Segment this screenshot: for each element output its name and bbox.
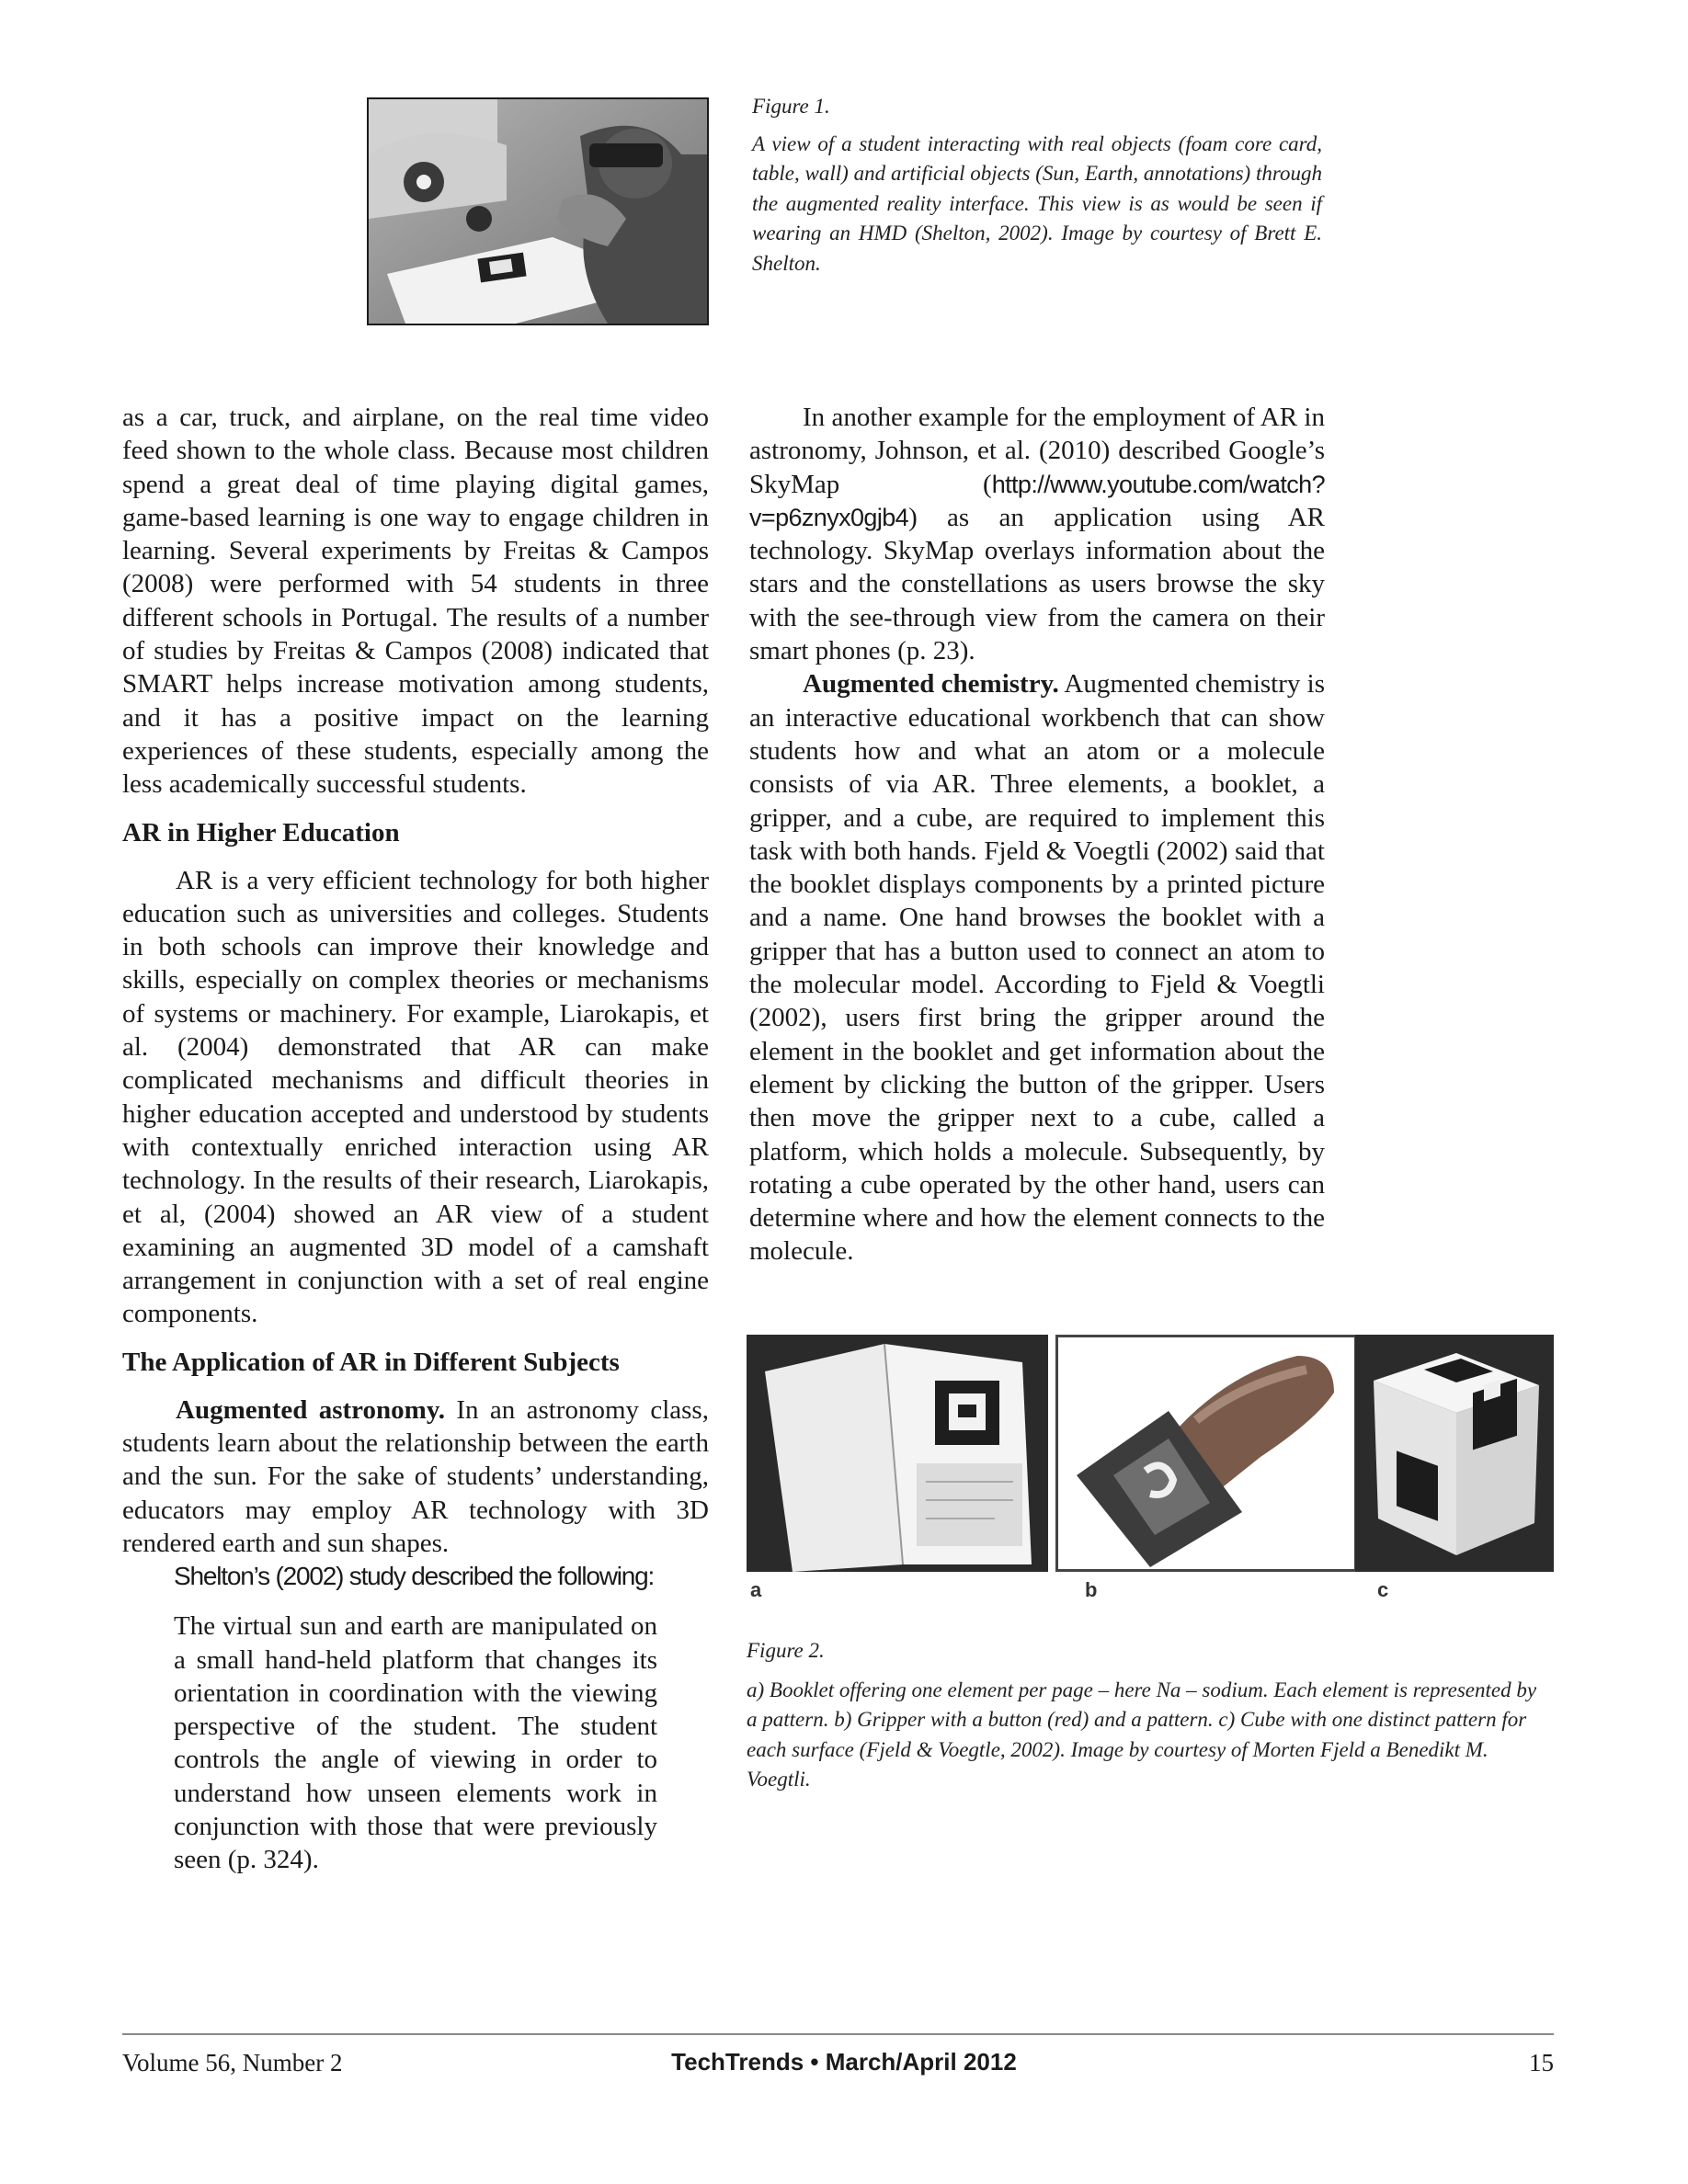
figure-1-caption <box>752 92 1322 279</box>
quote-introduction: Shelton’s (2002) study described the following: <box>174 1562 655 1591</box>
cube-illustration <box>1355 1335 1554 1572</box>
run-in-heading: Augmented astronomy. <box>176 1394 445 1425</box>
footer-divider <box>122 2033 1554 2035</box>
footer-volume: Volume 56, Number 2 <box>122 2049 343 2076</box>
paragraph-text: In another example for the employment of AR in astronomy, Johnson, et al. (2010) described Google’s SkyMap ( <box>749 403 1325 499</box>
figure-1-label: Figure 1. <box>752 95 830 118</box>
panel-label-b: b <box>1085 1578 1098 1601</box>
section-heading: AR in Higher Education <box>122 817 400 847</box>
figure-1-caption-text: A view of a student interacting with real objects (foam core card, table, wall) and artificial objects (Sun, Earth, annotations) through the augmented reality interface. This view is as would be seen if wearing an HMD (Shelton, 2002). Image by courtesy of Brett E. Shelton. <box>752 131 1322 275</box>
right-text-column <box>749 401 1325 1268</box>
footer-journal-title: TechTrends • March/April 2012 <box>671 2048 1017 2076</box>
url-link[interactable]: http://www.youtube.com/watch?v=p6znyx0gjb4 <box>749 470 1325 531</box>
left-text-column <box>122 401 709 1877</box>
figure-2-panel-cube <box>1355 1335 1554 1572</box>
figure-1-photo-illustration <box>369 99 707 324</box>
paragraph: AR is a very efficient technology for both higher education such as universities and colleges. Students in both schools can improve their knowledge and skills, especially on complex theories or mechanisms of systems or machinery. For example, Liarokapis, et al. (2004) demonstrated that AR can make complicated mechanisms and difficult theories in higher education accepted and understood by students with contextually enriched interaction using AR technology. In the results of their research, Liarokapis, et al, (2004) showed an AR view of a student examining an augmented 3D model of a camshaft arrangement in conjunction with a set of real engine components. <box>122 865 709 1329</box>
paragraph <box>122 1393 709 1560</box>
paragraph <box>749 667 1325 1268</box>
figure-2-panel-booklet <box>747 1335 1048 1572</box>
paragraph-text: In an astronomy class, students learn about the relationship between the earth and the sun. For the sake of students’ understanding, educators may employ AR technology with 3D rendered earth and sun shapes. <box>122 1394 709 1558</box>
section-heading: The Application of AR in Different Subjects <box>122 1347 620 1377</box>
figure-2-label: Figure 2. <box>747 1639 825 1662</box>
figure-1-image <box>367 97 709 325</box>
footer-page-number: 15 <box>1529 2049 1554 2076</box>
paragraph-text: Augmented chemistry is an interactive educational workbench that can show students how and what an atom or a molecule consists of via AR. Three elements, a booklet, a gripper, and a cube, are required to implement this task with both hands. Fjeld & Voegtli (2002) said that the booklet displays components by a printed picture and a name. One hand browses the booklet with a gripper that has a button used to connect an atom to the molecular model. According to Fjeld & Voegtli (2002), users first bring the gripper around the element in the booklet and get information about the element by clicking the button of the gripper. Users then move the gripper next to a cube, called a platform, which holds a molecule. Subsequently, by rotating a cube operated by the other hand, users can determine where and how the element connects to the molecule. <box>749 669 1326 1267</box>
figure-2-image-strip <box>747 1335 1554 1609</box>
figure-2-panel-gripper <box>1055 1335 1357 1572</box>
figure-2-caption-text: a) Booklet offering one element per page – here Na – sodium. Each element is represented by a pattern. b) Gripper with a button (red) and a pattern. c) Cube with one distinct pattern for each surface (Fjeld & Voegtle, 2002). Image by courtesy of Morten Fjeld a Benedikt M. Voegtli. <box>747 1678 1537 1791</box>
gripper-illustration <box>1058 1337 1354 1569</box>
panel-label-a: a <box>750 1578 762 1601</box>
booklet-illustration <box>747 1335 1048 1572</box>
paragraph-text: ) as an application using AR technology. SkyMap overlays information about the stars and the constellations as users browse the sky with the see-through view from the camera on their smart phones (p. 23). <box>749 502 1325 666</box>
paragraph <box>749 401 1325 667</box>
paragraph: as a car, truck, and airplane, on the real time video feed shown to the whole class. Because most children spend a great deal of time playing digital games, game-based learning is one way to engage children in learning. Several experiments by Freitas & Campos (2008) were performed with 54 students in three different schools in Portugal. The results of a number of studies by Freitas & Campos (2008) indicated that SMART helps increase motivation among students, and it has a positive impact on the learning experiences of these students, especially among the less academically successful students. <box>122 403 709 800</box>
run-in-heading: Augmented chemistry. <box>803 669 1059 700</box>
block-quote: The virtual sun and earth are manipulated on a small hand-held platform that changes its orientation in coordination with the viewing perspective of the student. The student controls the angle of viewing in order to understand how unseen elements work in conjunction with those that were previously seen (p. 324). <box>174 1611 657 1875</box>
panel-label-c: c <box>1377 1578 1389 1601</box>
figure-2-caption <box>747 1636 1550 1795</box>
